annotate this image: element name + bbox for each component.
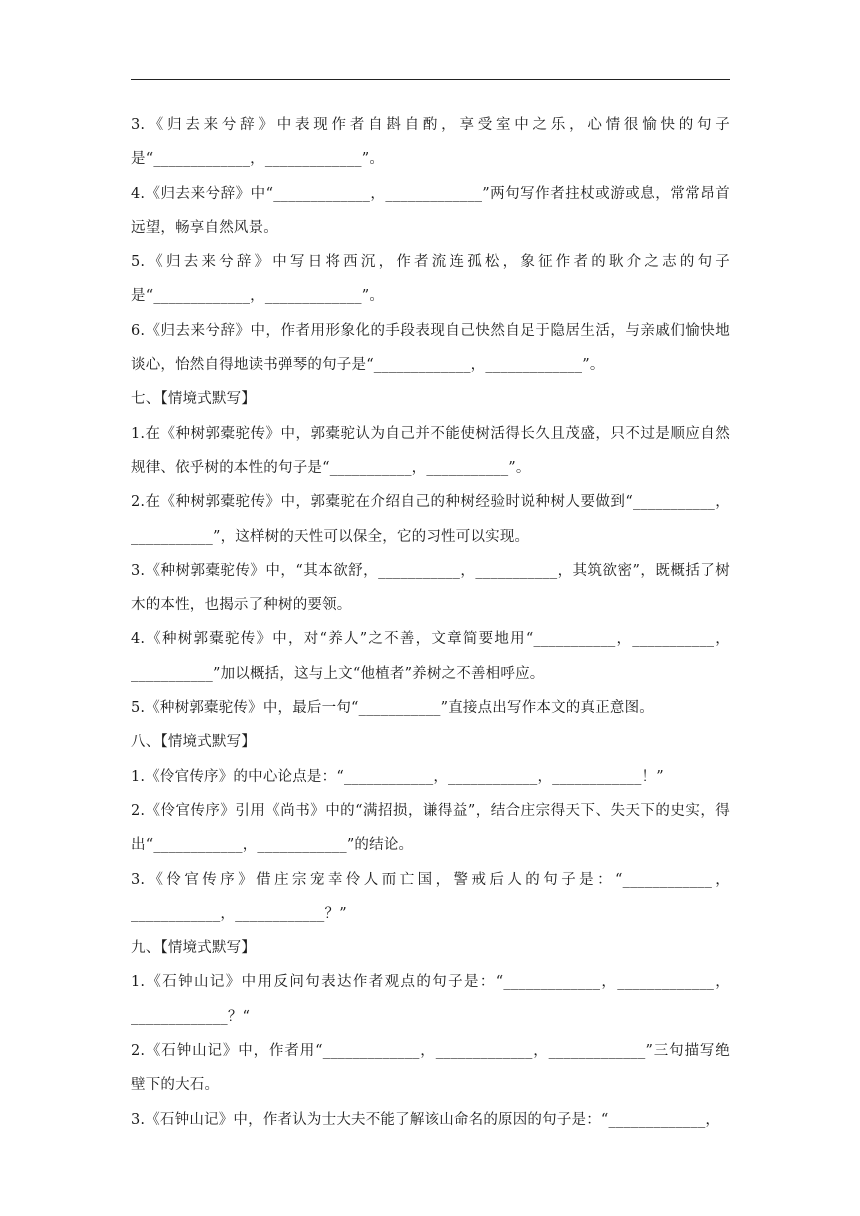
question-3-lingguan: 3.《伶官传序》借庄宗宠幸伶人而亡国，警戒后人的句子是：“____________，____________，____________？” xyxy=(131,871,730,922)
question-3-guiqulai: 3.《归去来兮辞》中表现作者自斟自酌，享受室中之乐，心情很愉快的句子是“_____________，_____________”。 xyxy=(131,117,730,168)
document-body xyxy=(131,108,730,1137)
question-2-lingguan: 2.《伶官传序》引用《尚书》中的“满招损，谦得益”，结合庄宗得天下、失天下的史实，得出“____________，____________”的结论。 xyxy=(131,802,730,854)
question-2-zhongshu: 2.在《种树郭橐驼传》中，郭橐驼在介绍自己的种树经验时说种树人要做到“___________，___________”，这样树的天性可以保全，它的习性可以实现。 xyxy=(131,494,730,545)
question-2-shizhong: 2.《石钟山记》中，作者用“_____________，_____________，_____________”三句描写绝壁下的大石。 xyxy=(131,1043,730,1094)
question-4-guiqulai: 4.《归去来兮辞》中“_____________，_____________”两句写作者拄杖或游或息，常常昂首远望，畅享自然风景。 xyxy=(131,185,730,236)
question-4-zhongshu: 4.《种树郭橐驼传》中，对“养人”之不善，文章简要地用“___________，___________，___________”加以概括，这与上文“他植者”养树之不善相呼应。 xyxy=(131,631,730,682)
question-3-shizhong: 3.《石钟山记》中，作者认为士大夫不能了解该山命名的原因的句子是：“_____________， xyxy=(131,1111,721,1128)
question-5-zhongshu: 5.《种树郭橐驼传》中，最后一句“___________”直接点出写作本文的真正意图。 xyxy=(131,700,655,717)
section-heading-7: 七、【情境式默写】 xyxy=(131,391,257,408)
section-heading-9: 九、【情境式默写】 xyxy=(131,940,257,957)
question-5-guiqulai: 5.《归去来兮辞》中写日将西沉，作者流连孤松，象征作者的耿介之志的句子是“_____________，_____________”。 xyxy=(131,254,730,305)
question-1-zhongshu: 1.在《种树郭橐驼传》中，郭橐驼认为自己并不能使树活得长久且茂盛，只不过是顺应自然规律、依乎树的本性的句子是“___________，___________”。 xyxy=(131,425,730,476)
question-1-shizhong: 1.《石钟山记》中用反问句表达作者观点的句子是：“_____________，_____________，_____________？“ xyxy=(131,974,730,1025)
question-6-guiqulai: 6.《归去来兮辞》中，作者用形象化的手段表现自己快然自足于隐居生活，与亲戚们愉快地谈心，怡然自得地读书弹琴的句子是“_____________，_____________”。 xyxy=(131,322,730,374)
question-1-lingguan: 1.《伶官传序》的中心论点是：“____________，____________，____________！” xyxy=(131,768,664,785)
section-heading-8: 八、【情境式默写】 xyxy=(131,734,257,751)
header-rule xyxy=(131,79,730,80)
question-3-zhongshu: 3.《种树郭橐驼传》中，“其本欲舒，___________，___________，其筑欲密”，既概括了树木的本性，也揭示了种树的要领。 xyxy=(131,562,730,614)
